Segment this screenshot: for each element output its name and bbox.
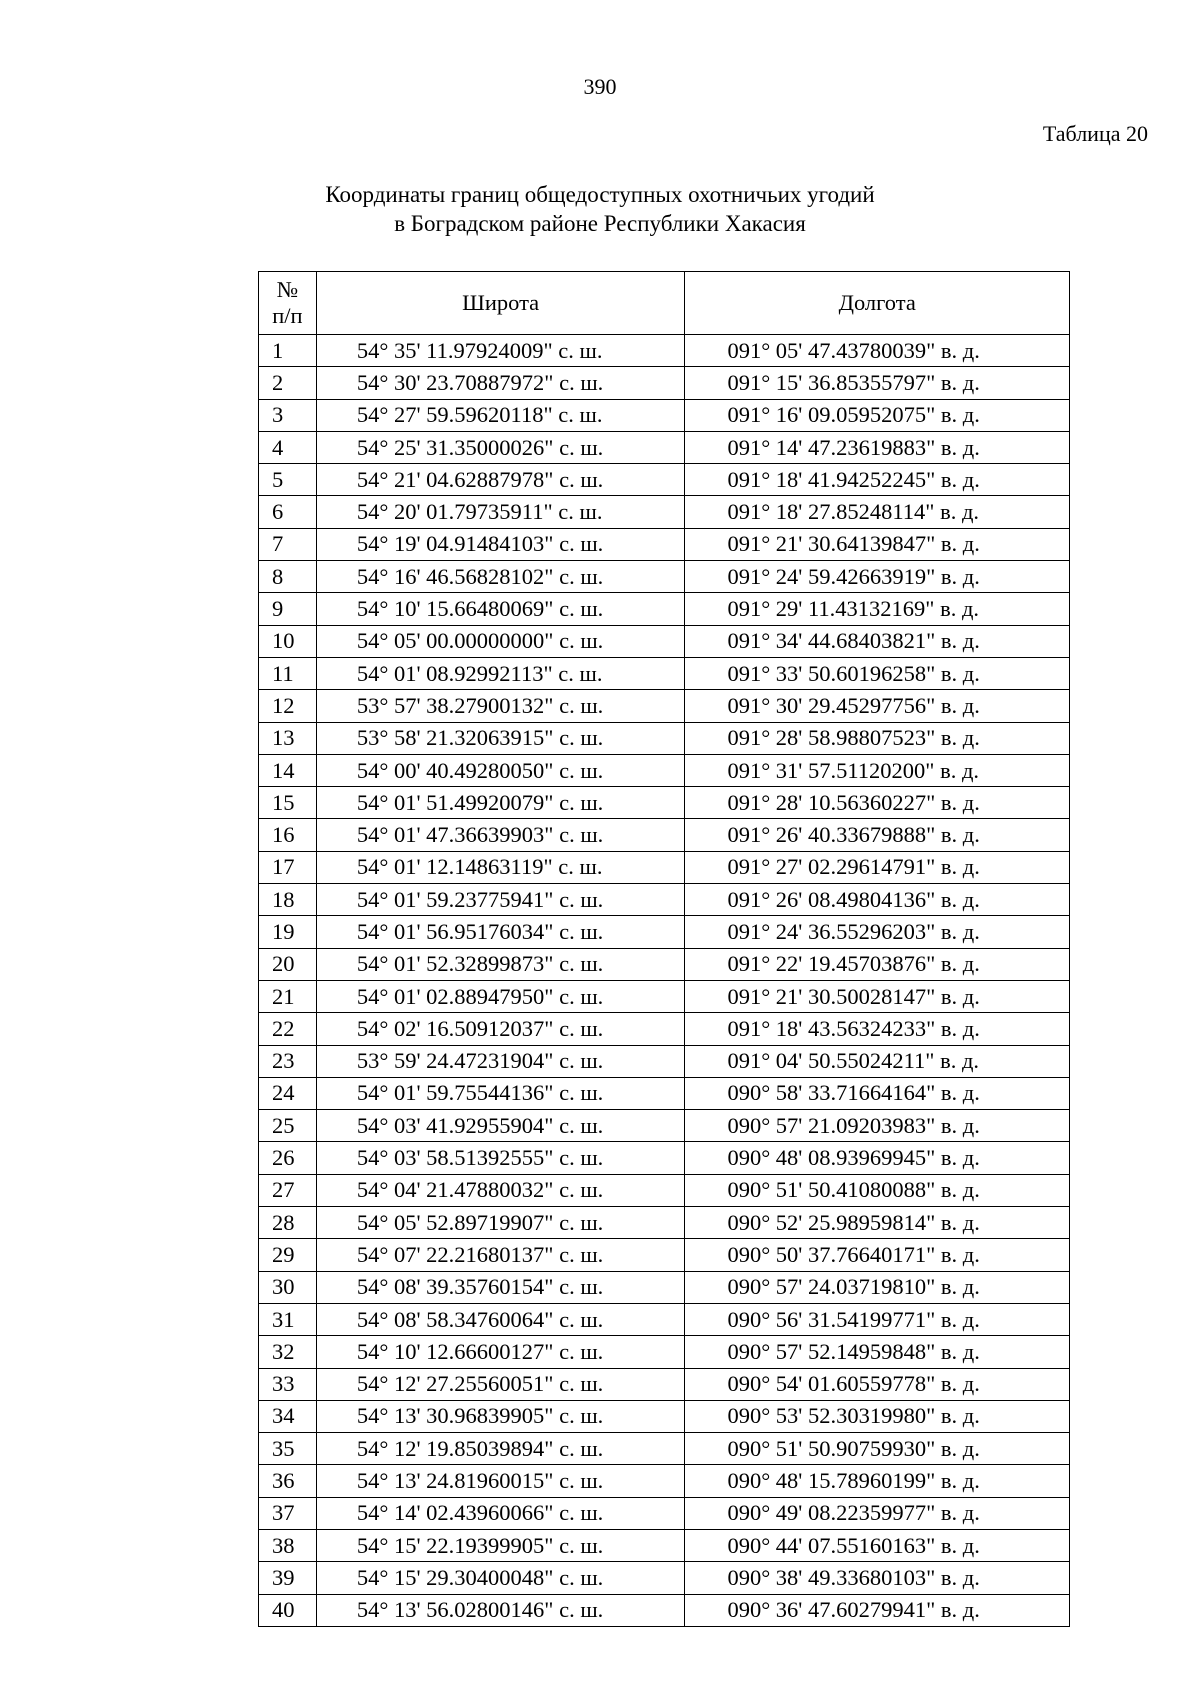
longitude-cell: 091° 16' 09.05952075" в. д. (685, 399, 1070, 431)
table-row (259, 1142, 1070, 1174)
table-row (259, 1207, 1070, 1239)
latitude-cell: 54° 12' 19.85039894" с. ш. (316, 1433, 685, 1465)
title-line-2: в Боградском районе Республики Хакасия (394, 211, 806, 236)
table-row (259, 399, 1070, 431)
table-row (259, 1529, 1070, 1561)
latitude-cell: 54° 01' 12.14863119" с. ш. (316, 851, 685, 883)
row-number: 17 (259, 851, 317, 883)
latitude-cell: 54° 02' 16.50912037" с. ш. (316, 1013, 685, 1045)
table-row (259, 496, 1070, 528)
table-row (259, 1045, 1070, 1077)
table-row (259, 1271, 1070, 1303)
latitude-cell: 54° 01' 59.23775941" с. ш. (316, 884, 685, 916)
row-number: 36 (259, 1465, 317, 1497)
longitude-cell: 090° 36' 47.60279941" в. д. (685, 1594, 1070, 1626)
latitude-cell: 53° 57' 38.27900132" с. ш. (316, 690, 685, 722)
row-number: 3 (259, 399, 317, 431)
table-row (259, 561, 1070, 593)
row-number: 16 (259, 819, 317, 851)
row-number: 20 (259, 948, 317, 980)
row-number: 7 (259, 528, 317, 560)
longitude-cell: 090° 53' 52.30319980" в. д. (685, 1400, 1070, 1432)
latitude-cell: 54° 01' 51.49920079" с. ш. (316, 787, 685, 819)
longitude-cell: 090° 51' 50.90759930" в. д. (685, 1433, 1070, 1465)
latitude-cell: 54° 25' 31.35000026" с. ш. (316, 431, 685, 463)
latitude-cell: 54° 15' 29.30400048" с. ш. (316, 1562, 685, 1594)
row-number: 4 (259, 431, 317, 463)
latitude-cell: 54° 01' 52.32899873" с. ш. (316, 948, 685, 980)
coordinates-table (258, 271, 1070, 1627)
row-number: 1 (259, 335, 317, 367)
row-number: 9 (259, 593, 317, 625)
row-number: 32 (259, 1336, 317, 1368)
latitude-cell: 54° 30' 23.70887972" с. ш. (316, 367, 685, 399)
longitude-cell: 091° 05' 47.43780039" в. д. (685, 335, 1070, 367)
row-number: 6 (259, 496, 317, 528)
row-number: 23 (259, 1045, 317, 1077)
header-number (259, 272, 317, 335)
longitude-cell: 091° 18' 43.56324233" в. д. (685, 1013, 1070, 1045)
row-number: 39 (259, 1562, 317, 1594)
title-line-1: Координаты границ общедоступных охотничьих угодий (325, 182, 875, 207)
table-row (259, 1336, 1070, 1368)
row-number: 37 (259, 1497, 317, 1529)
longitude-cell: 091° 34' 44.68403821" в. д. (685, 625, 1070, 657)
latitude-cell: 54° 04' 21.47880032" с. ш. (316, 1174, 685, 1206)
row-number: 33 (259, 1368, 317, 1400)
row-number: 34 (259, 1400, 317, 1432)
table-row (259, 1594, 1070, 1626)
table-row (259, 690, 1070, 722)
row-number: 29 (259, 1239, 317, 1271)
table-row (259, 593, 1070, 625)
row-number: 21 (259, 980, 317, 1012)
longitude-cell: 091° 26' 40.33679888" в. д. (685, 819, 1070, 851)
row-number: 10 (259, 625, 317, 657)
latitude-cell: 54° 14' 02.43960066" с. ш. (316, 1497, 685, 1529)
table-row (259, 787, 1070, 819)
latitude-cell: 54° 05' 52.89719907" с. ш. (316, 1207, 685, 1239)
latitude-cell: 54° 21' 04.62887978" с. ш. (316, 464, 685, 496)
table-row (259, 819, 1070, 851)
row-number: 31 (259, 1303, 317, 1335)
table-body (259, 335, 1070, 1627)
latitude-cell: 54° 13' 30.96839905" с. ш. (316, 1400, 685, 1432)
longitude-cell: 090° 49' 08.22359977" в. д. (685, 1497, 1070, 1529)
longitude-cell: 091° 15' 36.85355797" в. д. (685, 367, 1070, 399)
header-number-abbr: п/п (272, 303, 303, 328)
latitude-cell: 54° 10' 12.66600127" с. ш. (316, 1336, 685, 1368)
row-number: 15 (259, 787, 317, 819)
row-number: 5 (259, 464, 317, 496)
latitude-cell: 54° 27' 59.59620118" с. ш. (316, 399, 685, 431)
table-row (259, 1433, 1070, 1465)
latitude-cell: 54° 12' 27.25560051" с. ш. (316, 1368, 685, 1400)
row-number: 38 (259, 1529, 317, 1561)
latitude-cell: 54° 35' 11.97924009" с. ш. (316, 335, 685, 367)
table-row (259, 1077, 1070, 1109)
latitude-cell: 54° 15' 22.19399905" с. ш. (316, 1529, 685, 1561)
latitude-cell: 54° 05' 00.00000000" с. ш. (316, 625, 685, 657)
longitude-cell: 091° 22' 19.45703876" в. д. (685, 948, 1070, 980)
longitude-cell: 090° 52' 25.98959814" в. д. (685, 1207, 1070, 1239)
latitude-cell: 54° 13' 56.02800146" с. ш. (316, 1594, 685, 1626)
longitude-cell: 091° 29' 11.43132169" в. д. (685, 593, 1070, 625)
table-row (259, 722, 1070, 754)
row-number: 11 (259, 657, 317, 689)
table-row (259, 367, 1070, 399)
longitude-cell: 090° 57' 24.03719810" в. д. (685, 1271, 1070, 1303)
longitude-cell: 091° 24' 59.42663919" в. д. (685, 561, 1070, 593)
table-row (259, 1239, 1070, 1271)
latitude-cell: 54° 07' 22.21680137" с. ш. (316, 1239, 685, 1271)
table-row (259, 464, 1070, 496)
table-row (259, 1303, 1070, 1335)
table-row (259, 1013, 1070, 1045)
row-number: 35 (259, 1433, 317, 1465)
row-number: 14 (259, 754, 317, 786)
table-row (259, 754, 1070, 786)
latitude-cell: 54° 10' 15.66480069" с. ш. (316, 593, 685, 625)
latitude-cell: 53° 59' 24.47231904" с. ш. (316, 1045, 685, 1077)
longitude-cell: 091° 21' 30.50028147" в. д. (685, 980, 1070, 1012)
table-row (259, 980, 1070, 1012)
longitude-cell: 091° 26' 08.49804136" в. д. (685, 884, 1070, 916)
row-number: 19 (259, 916, 317, 948)
longitude-cell: 091° 28' 58.98807523" в. д. (685, 722, 1070, 754)
header-longitude: Долгота (685, 272, 1070, 335)
row-number: 25 (259, 1110, 317, 1142)
row-number: 13 (259, 722, 317, 754)
row-number: 40 (259, 1594, 317, 1626)
longitude-cell: 090° 57' 52.14959848" в. д. (685, 1336, 1070, 1368)
longitude-cell: 090° 56' 31.54199771" в. д. (685, 1303, 1070, 1335)
longitude-cell: 090° 54' 01.60559778" в. д. (685, 1368, 1070, 1400)
latitude-cell: 54° 01' 08.92992113" с. ш. (316, 657, 685, 689)
longitude-cell: 090° 48' 15.78960199" в. д. (685, 1465, 1070, 1497)
table-row (259, 625, 1070, 657)
longitude-cell: 090° 51' 50.41080088" в. д. (685, 1174, 1070, 1206)
row-number: 22 (259, 1013, 317, 1045)
table-row (259, 1497, 1070, 1529)
page-number: 390 (583, 74, 617, 99)
latitude-cell: 54° 19' 04.91484103" с. ш. (316, 528, 685, 560)
longitude-cell: 090° 50' 37.76640171" в. д. (685, 1239, 1070, 1271)
latitude-cell: 54° 01' 59.75544136" с. ш. (316, 1077, 685, 1109)
longitude-cell: 090° 38' 49.33680103" в. д. (685, 1562, 1070, 1594)
longitude-cell: 091° 27' 02.29614791" в. д. (685, 851, 1070, 883)
document-title (0, 180, 1200, 238)
latitude-cell: 54° 01' 47.36639903" с. ш. (316, 819, 685, 851)
table-row (259, 657, 1070, 689)
latitude-cell: 54° 03' 58.51392555" с. ш. (316, 1142, 685, 1174)
table-label: Таблица 20 (1042, 121, 1148, 146)
table-row (259, 1465, 1070, 1497)
longitude-cell: 090° 44' 07.55160163" в. д. (685, 1529, 1070, 1561)
table-row (259, 851, 1070, 883)
row-number: 27 (259, 1174, 317, 1206)
latitude-cell: 54° 08' 58.34760064" с. ш. (316, 1303, 685, 1335)
table-row (259, 1174, 1070, 1206)
latitude-cell: 54° 01' 56.95176034" с. ш. (316, 916, 685, 948)
longitude-cell: 091° 24' 36.55296203" в. д. (685, 916, 1070, 948)
longitude-cell: 091° 30' 29.45297756" в. д. (685, 690, 1070, 722)
longitude-cell: 091° 33' 50.60196258" в. д. (685, 657, 1070, 689)
longitude-cell: 091° 31' 57.51120200" в. д. (685, 754, 1070, 786)
longitude-cell: 090° 48' 08.93969945" в. д. (685, 1142, 1070, 1174)
longitude-cell: 091° 21' 30.64139847" в. д. (685, 528, 1070, 560)
table-row (259, 335, 1070, 367)
latitude-cell: 54° 03' 41.92955904" с. ш. (316, 1110, 685, 1142)
table-header-row (259, 272, 1070, 335)
latitude-cell: 54° 00' 40.49280050" с. ш. (316, 754, 685, 786)
longitude-cell: 091° 14' 47.23619883" в. д. (685, 431, 1070, 463)
longitude-cell: 091° 18' 41.94252245" в. д. (685, 464, 1070, 496)
latitude-cell: 54° 16' 46.56828102" с. ш. (316, 561, 685, 593)
header-number-symbol: № (276, 277, 299, 302)
row-number: 12 (259, 690, 317, 722)
table-row (259, 431, 1070, 463)
table-row (259, 1110, 1070, 1142)
header-latitude: Широта (316, 272, 685, 335)
table-row (259, 1368, 1070, 1400)
latitude-cell: 54° 13' 24.81960015" с. ш. (316, 1465, 685, 1497)
table-row (259, 916, 1070, 948)
latitude-cell: 54° 08' 39.35760154" с. ш. (316, 1271, 685, 1303)
row-number: 30 (259, 1271, 317, 1303)
row-number: 26 (259, 1142, 317, 1174)
latitude-cell: 54° 01' 02.88947950" с. ш. (316, 980, 685, 1012)
row-number: 8 (259, 561, 317, 593)
row-number: 24 (259, 1077, 317, 1109)
table-row (259, 884, 1070, 916)
longitude-cell: 091° 28' 10.56360227" в. д. (685, 787, 1070, 819)
latitude-cell: 53° 58' 21.32063915" с. ш. (316, 722, 685, 754)
row-number: 18 (259, 884, 317, 916)
latitude-cell: 54° 20' 01.79735911" с. ш. (316, 496, 685, 528)
table-row (259, 528, 1070, 560)
row-number: 2 (259, 367, 317, 399)
table-row (259, 1562, 1070, 1594)
table-row (259, 1400, 1070, 1432)
longitude-cell: 091° 18' 27.85248114" в. д. (685, 496, 1070, 528)
longitude-cell: 090° 58' 33.71664164" в. д. (685, 1077, 1070, 1109)
row-number: 28 (259, 1207, 317, 1239)
longitude-cell: 091° 04' 50.55024211" в. д. (685, 1045, 1070, 1077)
table-row (259, 948, 1070, 980)
longitude-cell: 090° 57' 21.09203983" в. д. (685, 1110, 1070, 1142)
